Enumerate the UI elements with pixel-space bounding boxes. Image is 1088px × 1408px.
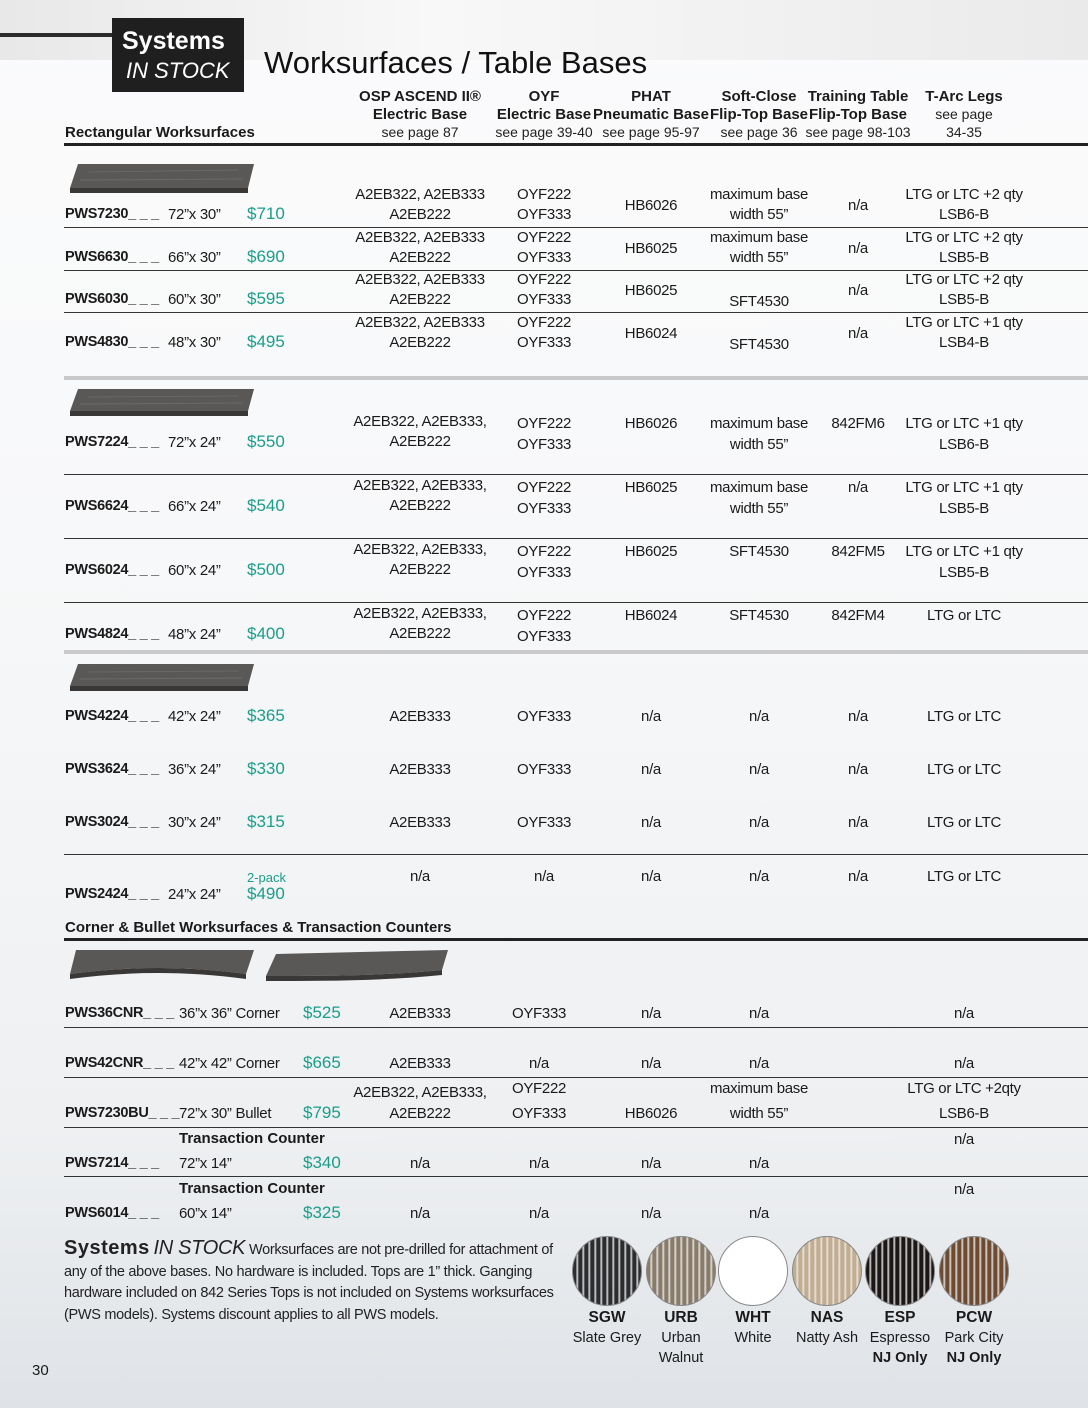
row-sku: PWS7230_ _ _ (65, 206, 159, 222)
cell-phat: HB6025 (624, 543, 678, 560)
row-size: 24”x 24” (168, 886, 221, 903)
cell-oyf: n/a (534, 868, 554, 885)
cell-tarc: n/a (954, 1055, 974, 1072)
cell-softclose: n/a (749, 1005, 769, 1022)
row-price: $550 (247, 432, 285, 451)
cell-osp: A2EB222 (389, 248, 451, 266)
cell-phat: n/a (641, 1055, 661, 1072)
cell-osp: A2EB322, A2EB333, (353, 541, 487, 558)
row-divider (64, 602, 1088, 603)
row-divider (64, 1077, 1088, 1078)
note-text: Worksurfaces are not pre-drilled for attachment of any of the above bases. No hardware is included. Tops are 1” thick. Ganging hardware included on 842 Series Tops is not included on Systems worksurfaces (PWS models). Systems discount applies to all PWS models. (64, 1242, 554, 1323)
cell-tarc: LTG or LTC +1 qty (905, 479, 1023, 496)
col-phat-name: PHAT (631, 88, 671, 105)
cell-osp: n/a (410, 1205, 430, 1222)
swatch-name-2: Walnut (658, 1350, 704, 1366)
row-price: $330 (247, 759, 285, 778)
row-sku: PWS3624_ _ _ (65, 761, 159, 777)
col-training-sub2: see page 98-103 (805, 124, 911, 140)
cell-softclose: width 55” (729, 500, 789, 517)
cell-osp: A2EB222 (389, 625, 451, 642)
cell-oyf: OYF222 (511, 1080, 567, 1097)
cell-oyf: OYF333 (516, 333, 572, 351)
cell-osp: A2EB322, A2EB333, (353, 413, 487, 430)
cell-training: 842FM6 (831, 415, 885, 432)
cell-training: n/a (848, 479, 868, 496)
row-divider (64, 854, 1088, 855)
swatch-code: SGW (588, 1309, 626, 1326)
row-divider (64, 474, 1088, 475)
cell-phat: HB6026 (624, 415, 678, 432)
cell-osp: A2EB322, A2EB333 (355, 313, 485, 331)
swatch-caption (929, 1308, 1019, 1368)
cell-tarc: LSB4-B (939, 333, 989, 351)
pack-label: 2-pack (247, 870, 287, 885)
cell-osp: A2EB322, A2EB333 (355, 228, 485, 246)
counter-label: Transaction Counter (179, 1180, 325, 1197)
row-price: $340 (303, 1153, 341, 1172)
cell-oyf: OYF333 (516, 708, 572, 725)
row-price: $500 (247, 560, 285, 579)
section-divider (64, 938, 1088, 941)
cell-tarc: LTG or LTC +2 qty (905, 228, 1023, 246)
cell-softclose: maximum base (709, 186, 809, 203)
col-softclose-sub2: see page 36 (720, 124, 798, 140)
cell-tarc: LTG or LTC +2 qty (905, 271, 1023, 288)
cell-softclose: n/a (749, 814, 769, 831)
row-price: $365 (247, 706, 285, 725)
swatch-name-2: NJ Only (872, 1350, 928, 1366)
cell-oyf: OYF333 (516, 628, 572, 645)
cell-tarc: LSB5-B (939, 248, 989, 266)
worksurface-24-image (68, 385, 258, 425)
swatch-code: URB (664, 1309, 698, 1326)
note-brand1: Systems (64, 1237, 150, 1259)
row-sku: PWS42CNR_ _ _ (65, 1055, 174, 1071)
row-divider (64, 1127, 1088, 1128)
swatch-code: PCW (955, 1309, 993, 1326)
cell-osp: A2EB222 (389, 1105, 451, 1122)
cell-tarc: LTG or LTC +1 qty (905, 415, 1023, 432)
brand-logo (112, 18, 244, 92)
col-training-name: Training Table (807, 88, 909, 105)
cell-osp: A2EB222 (389, 433, 451, 450)
header-rule (0, 33, 112, 37)
row-size: 60”x 30” (168, 291, 221, 308)
page-number: 30 (32, 1362, 49, 1379)
cell-osp: A2EB222 (389, 333, 451, 351)
cell-osp: A2EB333 (389, 708, 451, 725)
row-price: $595 (247, 289, 285, 308)
row-sku: PWS4824_ _ _ (65, 626, 159, 642)
col-phat-sub2: see page 95-97 (602, 124, 700, 140)
cell-training: n/a (848, 282, 868, 299)
cell-softclose: width 55” (729, 436, 789, 453)
cell-phat: n/a (641, 708, 661, 725)
brand-line2: IN STOCK (126, 58, 230, 83)
row-price: $665 (303, 1053, 341, 1072)
cell-training: n/a (848, 814, 868, 831)
row-price: $525 (303, 1003, 341, 1022)
swatch-code: WHT (735, 1309, 771, 1326)
cell-softclose: maximum base (709, 228, 809, 246)
cell-softclose: n/a (749, 761, 769, 778)
swatch-name: Espresso (869, 1330, 931, 1346)
cell-training: n/a (848, 197, 868, 214)
cell-tarc: LTG or LTC (927, 868, 1001, 885)
cell-oyf: OYF222 (516, 228, 572, 246)
row-sku: PWS4224_ _ _ (65, 708, 159, 724)
cell-oyf: OYF333 (516, 206, 572, 223)
cell-tarc: LTG or LTC (927, 761, 1001, 778)
note-brand2: IN STOCK (153, 1237, 246, 1259)
row-sku: PWS3024_ _ _ (65, 814, 159, 830)
cell-tarc: LSB5-B (939, 291, 989, 308)
cell-phat: HB6024 (624, 324, 678, 342)
row-sku: PWS7230BU_ _ _ (65, 1105, 180, 1121)
row-size: 72”x 14” (179, 1155, 232, 1172)
header-divider (64, 143, 1088, 146)
row-sku: PWS36CNR_ _ _ (65, 1005, 174, 1021)
row-sku: PWS7224_ _ _ (65, 434, 159, 450)
cell-training: n/a (848, 868, 868, 885)
cell-oyf: OYF333 (516, 436, 572, 453)
row-size: 72”x 24” (168, 434, 221, 451)
cell-softclose: n/a (749, 1055, 769, 1072)
cell-softclose: maximum base (709, 479, 809, 496)
brand-line1: Systems (122, 27, 225, 55)
cell-training: n/a (848, 761, 868, 778)
col-oyf-name: OYF (528, 88, 560, 105)
cell-tarc: LSB6-B (939, 1105, 989, 1122)
cell-softclose: SFT4530 (729, 543, 789, 560)
col-osp-name: OSP ASCEND II® (359, 88, 481, 105)
cell-training: 842FM5 (831, 543, 885, 560)
cell-phat: n/a (641, 1005, 661, 1022)
row-size: 36”x 24” (168, 761, 221, 778)
row-sku: PWS2424_ _ _ (65, 886, 159, 902)
swatch-esp (865, 1236, 935, 1306)
worksurface-small-image (68, 660, 258, 700)
cell-oyf: OYF222 (516, 479, 572, 496)
cell-softclose: SFT4530 (729, 335, 789, 353)
cell-oyf: OYF222 (516, 415, 572, 432)
cell-oyf: OYF222 (516, 186, 572, 203)
cell-osp: A2EB322, A2EB333, (353, 1084, 487, 1101)
swatch-name: Natty Ash (795, 1330, 859, 1346)
cell-softclose: n/a (749, 1155, 769, 1172)
col-osp-sub1: Electric Base (372, 106, 468, 123)
cell-osp: A2EB222 (389, 206, 451, 223)
swatch-name: Park City (944, 1330, 1004, 1346)
row-sku: PWS4830_ _ _ (65, 333, 159, 350)
cell-softclose: width 55” (729, 206, 789, 223)
row-size: 72”x 30” (168, 206, 221, 223)
row-size: 48”x 24” (168, 626, 221, 643)
cell-osp: A2EB322, A2EB333 (355, 271, 485, 288)
swatch-sgw (572, 1236, 642, 1306)
cell-softclose: width 55” (729, 248, 789, 266)
cell-osp: A2EB322, A2EB333, (353, 605, 487, 622)
cell-oyf: OYF333 (516, 500, 572, 517)
cell-oyf: OYF333 (511, 1105, 567, 1122)
cell-osp: A2EB222 (389, 561, 451, 578)
cell-phat: n/a (641, 1155, 661, 1172)
row-size: 60”x 24” (168, 562, 221, 579)
row-sku: PWS7214_ _ _ (65, 1155, 159, 1171)
cell-softclose: maximum base (709, 1080, 809, 1097)
cell-oyf: OYF333 (511, 1005, 567, 1022)
swatch-code: ESP (884, 1309, 916, 1326)
row-sku: PWS6624_ _ _ (65, 498, 159, 514)
cell-softclose: width 55” (729, 1105, 789, 1122)
counter-label: Transaction Counter (179, 1130, 325, 1147)
cell-phat: HB6024 (624, 607, 678, 624)
swatch-urb (646, 1236, 716, 1306)
row-size: 48”x 30” (168, 333, 221, 351)
swatch-pcw (939, 1236, 1009, 1306)
cell-tarc: LTG or LTC (927, 814, 1001, 831)
cell-osp: A2EB333 (389, 1055, 451, 1072)
group-divider (64, 376, 1088, 380)
row-sku: PWS6030_ _ _ (65, 291, 159, 307)
row-size: 42”x 42” Corner (179, 1055, 280, 1072)
cell-osp: A2EB322, A2EB333 (355, 186, 485, 203)
col-softclose-name: Soft-Close (721, 88, 797, 105)
col-phat-sub1: Pneumatic Base (593, 106, 709, 123)
cell-oyf: OYF222 (516, 543, 572, 560)
swatch-nas (792, 1236, 862, 1306)
cell-phat: n/a (641, 814, 661, 831)
col-training-sub1: Flip-Top Base (808, 106, 908, 123)
cell-oyf: OYF333 (516, 291, 572, 308)
footnote (64, 1238, 564, 1326)
cell-oyf: n/a (529, 1205, 549, 1222)
row-price: $490 (247, 884, 285, 903)
cell-training: n/a (848, 239, 868, 257)
cell-softclose: n/a (749, 868, 769, 885)
cell-oyf: OYF333 (516, 564, 572, 581)
cell-tarc: LSB6-B (939, 206, 989, 223)
cell-osp: A2EB222 (389, 497, 451, 514)
row-sku: PWS6014_ _ _ (65, 1205, 159, 1221)
cell-tarc: n/a (954, 1131, 974, 1148)
row-size: 60”x 14” (179, 1205, 232, 1222)
cell-tarc: LSB5-B (939, 500, 989, 517)
cell-phat: HB6025 (624, 239, 678, 257)
row-sku: PWS6024_ _ _ (65, 562, 159, 578)
col-tarc-sub2: 34-35 (946, 124, 982, 140)
cell-tarc: LTG or LTC +1 qty (905, 313, 1023, 331)
cell-osp: A2EB222 (389, 291, 451, 308)
row-price: $710 (247, 204, 285, 223)
cell-osp: n/a (410, 868, 430, 885)
cell-oyf: OYF222 (516, 313, 572, 331)
col-osp-sub2: see page 87 (381, 124, 459, 140)
cell-tarc: n/a (954, 1181, 974, 1198)
cell-oyf: OYF222 (516, 271, 572, 288)
cell-tarc: LTG or LTC (927, 607, 1001, 624)
swatch-code: NAS (810, 1309, 844, 1326)
cell-osp: A2EB333 (389, 1005, 451, 1022)
row-price: $400 (247, 624, 285, 643)
cell-softclose: n/a (749, 1205, 769, 1222)
cell-osp: A2EB322, A2EB333, (353, 477, 487, 494)
row-divider (64, 538, 1088, 539)
cell-softclose: SFT4530 (729, 293, 789, 310)
row-price: $690 (247, 246, 285, 266)
section-rectangular: Rectangular Worksurfaces (65, 124, 255, 141)
row-sku: PWS6630_ _ _ (65, 248, 159, 265)
swatch-wht (718, 1236, 788, 1306)
row-size: 30”x 24” (168, 814, 221, 831)
cell-tarc: LTG or LTC (927, 708, 1001, 725)
row-size: 36”x 36” Corner (179, 1005, 280, 1022)
cell-training: 842FM4 (831, 607, 885, 624)
cell-training: n/a (848, 708, 868, 725)
cell-oyf: OYF333 (516, 761, 572, 778)
cell-tarc: n/a (954, 1005, 974, 1022)
cell-training: n/a (848, 324, 868, 342)
row-price: $795 (303, 1103, 341, 1122)
cell-phat: HB6025 (624, 282, 678, 299)
row-price: $325 (303, 1203, 341, 1222)
cell-phat: n/a (641, 868, 661, 885)
row-price: $315 (247, 812, 285, 831)
cell-softclose: n/a (749, 708, 769, 725)
cell-phat: HB6025 (624, 479, 678, 496)
swatch-name: White (734, 1330, 772, 1346)
worksurface-30-image (68, 160, 258, 200)
cell-softclose: maximum base (709, 415, 809, 432)
cell-tarc: LSB6-B (939, 436, 989, 453)
cell-oyf: OYF333 (516, 814, 572, 831)
cell-tarc: LTG or LTC +2 qty (905, 186, 1023, 203)
col-softclose-sub1: Flip-Top Base (709, 106, 809, 123)
cell-oyf: OYF222 (516, 607, 572, 624)
cell-osp: A2EB333 (389, 814, 451, 831)
cell-phat: n/a (641, 1205, 661, 1222)
row-price: $540 (247, 496, 285, 515)
col-tarc-name: T-Arc Legs (925, 88, 1003, 105)
cell-oyf: n/a (529, 1155, 549, 1172)
cell-oyf: n/a (529, 1055, 549, 1072)
swatch-name: Urban (661, 1330, 701, 1346)
row-divider (64, 1176, 1088, 1177)
corner-worksurface-image (68, 946, 258, 986)
row-divider (64, 1027, 1088, 1028)
swatch-name-2: NJ Only (946, 1350, 1002, 1366)
swatch-name: Slate Grey (572, 1330, 642, 1346)
col-tarc-sub1: see page (935, 106, 993, 122)
cell-phat: HB6026 (624, 1105, 678, 1122)
cell-tarc: LTG or LTC +2qty (907, 1080, 1021, 1097)
section-corner: Corner & Bullet Worksurfaces & Transaction Counters (65, 919, 452, 936)
bullet-worksurface-image (262, 946, 452, 986)
row-size: 72”x 30” Bullet (179, 1105, 272, 1122)
cell-phat: n/a (641, 761, 661, 778)
cell-tarc: LSB5-B (939, 564, 989, 581)
group-divider (64, 650, 1088, 654)
cell-oyf: OYF333 (516, 248, 572, 266)
page-title: Worksurfaces / Table Bases (264, 45, 648, 80)
row-price: $495 (247, 331, 285, 351)
col-oyf-sub1: Electric Base (496, 106, 592, 123)
cell-osp: A2EB333 (389, 761, 451, 778)
cell-phat: HB6026 (624, 197, 678, 214)
row-size: 66”x 30” (168, 248, 221, 266)
row-size: 66”x 24” (168, 498, 221, 515)
col-oyf-sub2: see page 39-40 (495, 124, 593, 140)
cell-tarc: LTG or LTC +1 qty (905, 543, 1023, 560)
cell-softclose: SFT4530 (729, 607, 789, 624)
row-size: 42”x 24” (168, 708, 221, 725)
cell-osp: n/a (410, 1155, 430, 1172)
